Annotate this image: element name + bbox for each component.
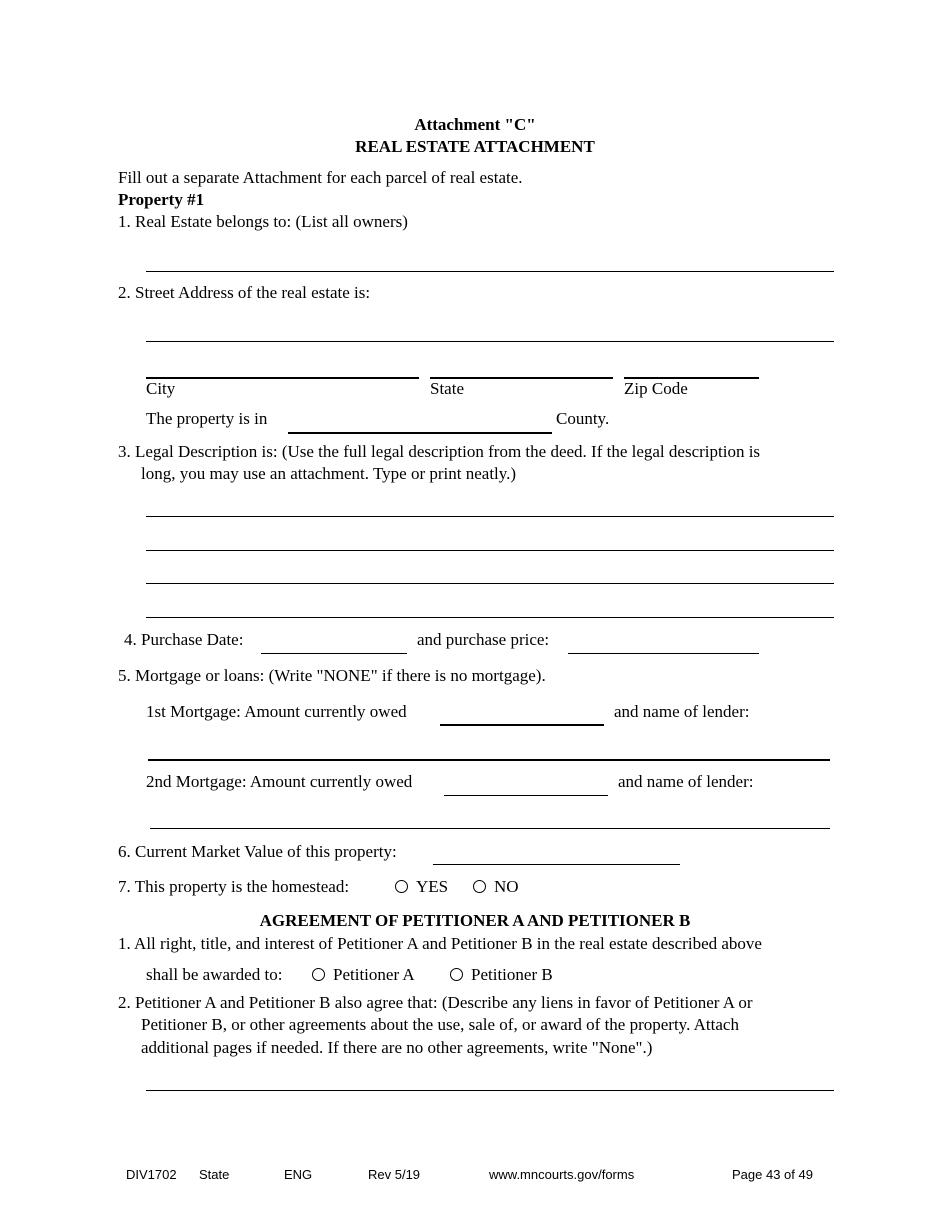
street-address-label: 2. Street Address of the real estate is:: [118, 283, 371, 302]
first-lender-label: and name of lender:: [614, 702, 750, 721]
footer-state: State: [199, 1167, 230, 1182]
purchase-date-label: 4. Purchase Date:: [124, 630, 244, 649]
footer-url[interactable]: www.mncourts.gov/forms: [489, 1167, 635, 1182]
footer-form-id: DIV1702: [126, 1167, 177, 1182]
attachment-label: Attachment "C": [414, 115, 536, 134]
state-label: State: [430, 379, 464, 398]
legal-description-line-4[interactable]: [146, 617, 834, 618]
petitioner-a-label: Petitioner A: [333, 965, 415, 984]
first-lender-field[interactable]: [148, 759, 830, 761]
purchase-price-field[interactable]: [568, 653, 759, 654]
second-lender-label: and name of lender:: [618, 772, 754, 791]
city-field[interactable]: [146, 377, 419, 379]
owners-field[interactable]: [146, 271, 834, 272]
page-title: REAL ESTATE ATTACHMENT: [355, 137, 595, 156]
street-address-field[interactable]: [146, 341, 834, 342]
agreement-item-2-line-2: Petitioner B, or other agreements about the use, sale of, or award of the property. Attach: [141, 1015, 739, 1034]
county-prefix: The property is in: [146, 409, 268, 428]
homestead-yes-label: YES: [416, 877, 449, 896]
footer-revision: Rev 5/19: [368, 1167, 421, 1182]
second-mortgage-label: 2nd Mortgage: Amount currently owed: [146, 772, 413, 791]
homestead-yes-radio[interactable]: [395, 880, 408, 893]
petitioner-a-radio[interactable]: [312, 968, 325, 981]
legal-description-instructions: long, you may use an attachment. Type or print neatly.): [141, 464, 517, 483]
legal-description-line-2[interactable]: [146, 550, 834, 551]
market-value-label: 6. Current Market Value of this property:: [118, 842, 397, 861]
zip-code-label: Zip Code: [624, 379, 688, 398]
city-label: City: [146, 379, 176, 398]
first-mortgage-amount-field[interactable]: [440, 724, 604, 726]
footer-page-number: Page 43 of 49: [732, 1167, 813, 1182]
county-suffix: County.: [556, 409, 610, 428]
second-lender-field[interactable]: [150, 828, 830, 829]
awarded-to-label: shall be awarded to:: [146, 965, 283, 984]
agreement-item-2-line-3: additional pages if needed. If there are no other agreements, write "None".): [141, 1038, 653, 1057]
purchase-price-label: and purchase price:: [417, 630, 550, 649]
other-agreements-field[interactable]: [146, 1090, 834, 1091]
legal-description-line-3[interactable]: [146, 583, 834, 584]
market-value-field[interactable]: [433, 864, 680, 865]
owners-label: 1. Real Estate belongs to: (List all owners): [118, 212, 408, 231]
homestead-no-label: NO: [494, 877, 519, 896]
county-field[interactable]: [288, 432, 552, 434]
footer-language: ENG: [284, 1167, 313, 1182]
agreement-item-2-line-1: 2. Petitioner A and Petitioner B also agree that: (Describe any liens in favor of Petitioner A or: [118, 993, 753, 1012]
homestead-label: 7. This property is the homestead:: [118, 877, 350, 896]
homestead-no-radio[interactable]: [473, 880, 486, 893]
agreement-item-1: 1. All right, title, and interest of Petitioner A and Petitioner B in the real estate described above: [118, 934, 762, 953]
legal-description-line-1[interactable]: [146, 516, 834, 517]
intro-text: Fill out a separate Attachment for each parcel of real estate.: [118, 168, 523, 187]
first-mortgage-label: 1st Mortgage: Amount currently owed: [146, 702, 407, 721]
petitioner-b-radio[interactable]: [450, 968, 463, 981]
purchase-date-field[interactable]: [261, 653, 407, 654]
mortgage-label: 5. Mortgage or loans: (Write "NONE" if there is no mortgage).: [118, 666, 546, 685]
second-mortgage-amount-field[interactable]: [444, 795, 608, 796]
petitioner-b-label: Petitioner B: [471, 965, 553, 984]
agreement-heading: AGREEMENT OF PETITIONER A AND PETITIONER B: [259, 911, 691, 930]
property-heading: Property #1: [118, 190, 205, 209]
legal-description-label: 3. Legal Description is: (Use the full legal description from the deed. If the legal description is: [118, 442, 761, 461]
